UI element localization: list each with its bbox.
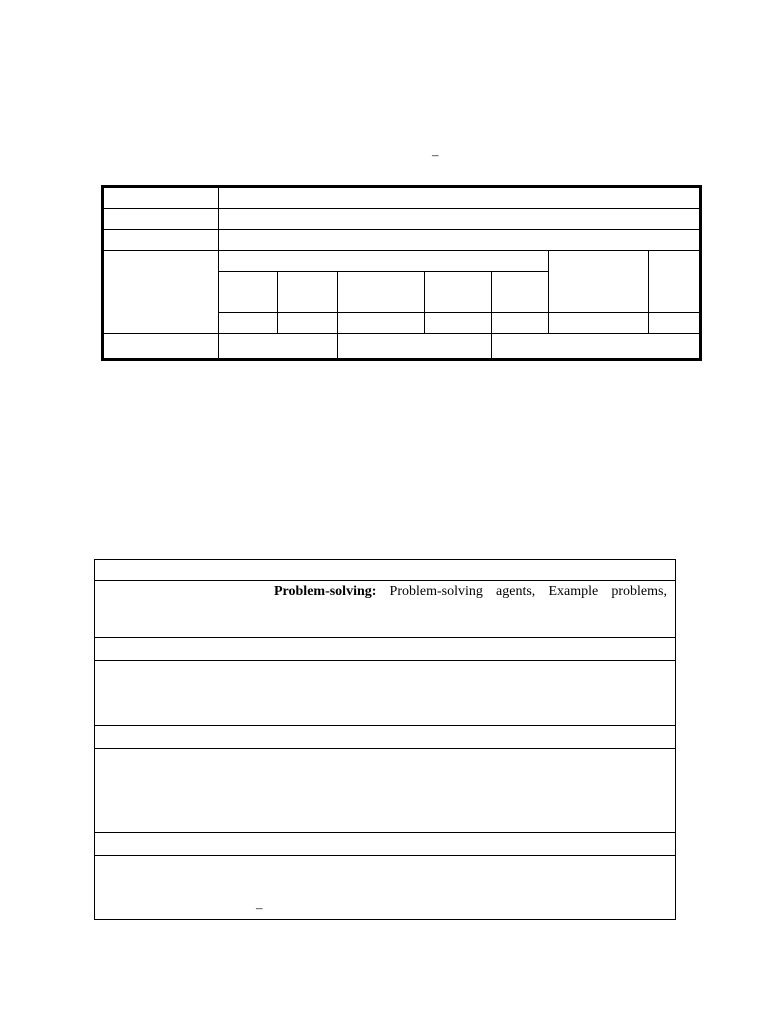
course-table-row-line [103, 208, 700, 209]
course-table-row-line [103, 333, 700, 334]
syllabus-row-line [95, 637, 675, 638]
scheme-values-line [219, 312, 700, 313]
syllabus-row-line [95, 748, 675, 749]
scheme-group-header-line [219, 271, 549, 272]
unit1-word: agents, [496, 584, 536, 599]
scheme-sub-divider [491, 272, 492, 333]
syllabus-table [94, 559, 676, 920]
unit1-word: Problem-solving [389, 584, 483, 599]
syllabus-row-line [95, 725, 675, 726]
course-table-row-line [103, 250, 700, 251]
scheme-extra-divider [548, 251, 549, 333]
unit1-content [274, 584, 667, 600]
scheme-sub-divider [424, 272, 425, 333]
scheme-sub-divider [337, 272, 338, 333]
syllabus-row-line [95, 855, 675, 856]
footer-cell-divider [337, 334, 338, 359]
scheme-sub-divider [277, 272, 278, 333]
course-table-row-line [103, 229, 700, 230]
unit1-word: problems, [611, 584, 667, 599]
footer-cell-divider [491, 334, 492, 359]
syllabus-row-line [95, 832, 675, 833]
syllabus-footer-dash: – [256, 900, 263, 915]
header-dash: – [432, 147, 439, 162]
course-details-table [101, 185, 702, 361]
unit1-topic-heading: Problem-solving: [274, 584, 377, 599]
syllabus-row-line [95, 660, 675, 661]
syllabus-row-line [95, 580, 675, 581]
unit1-word: Example [548, 584, 599, 599]
scheme-extra-divider [648, 251, 649, 333]
